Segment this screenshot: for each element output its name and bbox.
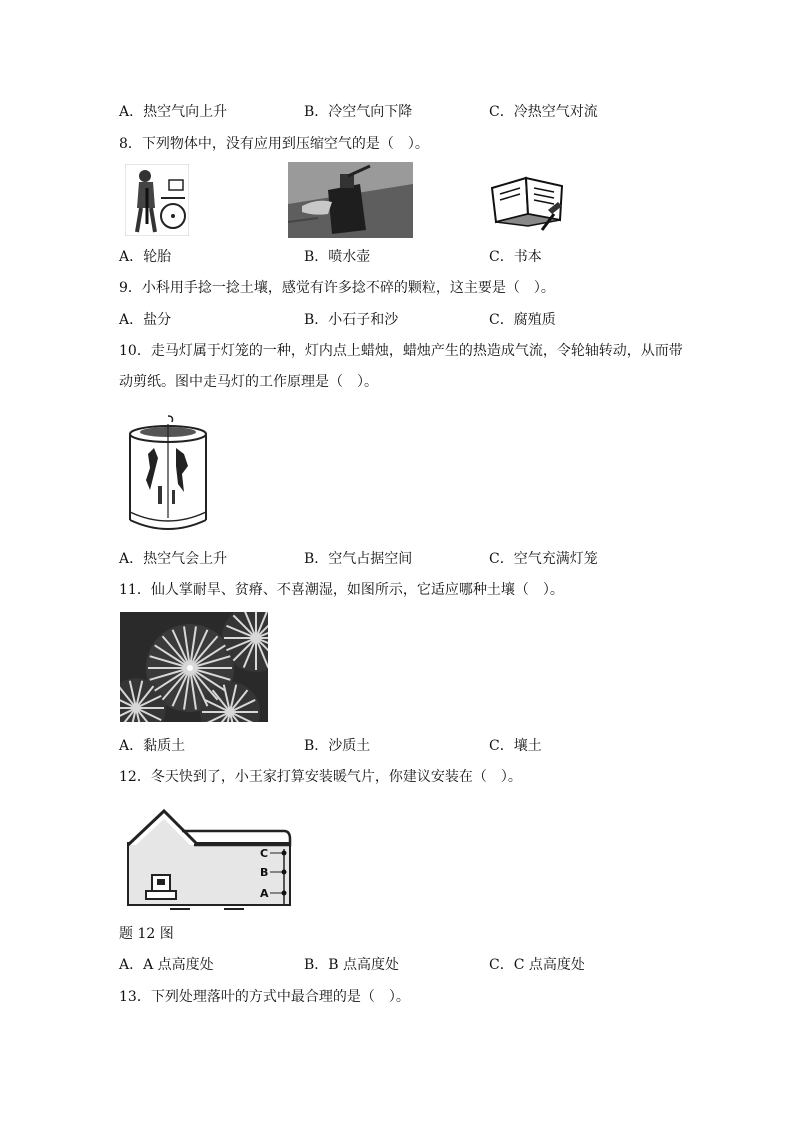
q8-stem: 8．下列物体中，没有应用到压缩空气的是（ ）。 — [119, 136, 429, 152]
q7-option-a: A．热空气向上升 — [119, 104, 228, 120]
book-image — [488, 166, 568, 234]
q8-option-a: A．轮胎 — [119, 249, 172, 265]
q13-stem: 13．下列处理落叶的方式中最合理的是（ ）。 — [119, 989, 410, 1005]
q8-option-b: B．喷水壶 — [304, 249, 371, 265]
q12-option-c: C．C 点高度处 — [489, 957, 585, 973]
q12-stem: 12．冬天快到了，小王家打算安装暖气片，你建议安装在（ ）。 — [119, 769, 522, 785]
q11-option-b: B．沙质土 — [304, 738, 371, 754]
q9-option-a: A．盐分 — [119, 312, 172, 328]
q9-option-c: C．腐殖质 — [489, 312, 556, 328]
q7-option-c: C．冷热空气对流 — [489, 104, 598, 120]
q10-stem-line2: 动剪纸。图中走马灯的工作原理是（ ）。 — [119, 374, 378, 390]
label-a: A — [260, 887, 269, 900]
bicycle-pump-image — [125, 164, 189, 236]
spray-bottle-image — [288, 162, 413, 238]
q10-stem-line1: 10．走马灯属于灯笼的一种，灯内点上蜡烛，蜡烛产生的热造成气流，令轮轴转动，从而带 — [119, 343, 683, 359]
q9-option-b: B．小石子和沙 — [304, 312, 399, 328]
label-b: B — [260, 866, 269, 879]
lantern-image — [124, 414, 212, 534]
q12-option-a: A．A 点高度处 — [119, 957, 214, 973]
q9-stem: 9．小科用手捻一捻土壤，感觉有许多捻不碎的颗粒，这主要是（ ）。 — [119, 280, 555, 296]
q10-option-c: C．空气充满灯笼 — [489, 551, 598, 567]
q10-option-b: B．空气占据空间 — [304, 551, 413, 567]
q12-figure-caption: 题 12 图 — [119, 926, 174, 942]
q11-option-c: C．壤土 — [489, 738, 542, 754]
q10-option-a: A．热空气会上升 — [119, 551, 228, 567]
cactus-image — [120, 612, 268, 722]
q11-option-a: A．黏质土 — [119, 738, 186, 754]
q8-option-c: C．书本 — [489, 249, 542, 265]
q7-option-b: B．冷空气向下降 — [304, 104, 413, 120]
house-diagram — [124, 805, 294, 911]
label-c: C — [260, 847, 269, 860]
q12-option-b: B．B 点高度处 — [304, 957, 400, 973]
q11-stem: 11．仙人掌耐旱、贫瘠、不喜潮湿，如图所示，它适应哪种土壤（ ）。 — [119, 582, 564, 598]
